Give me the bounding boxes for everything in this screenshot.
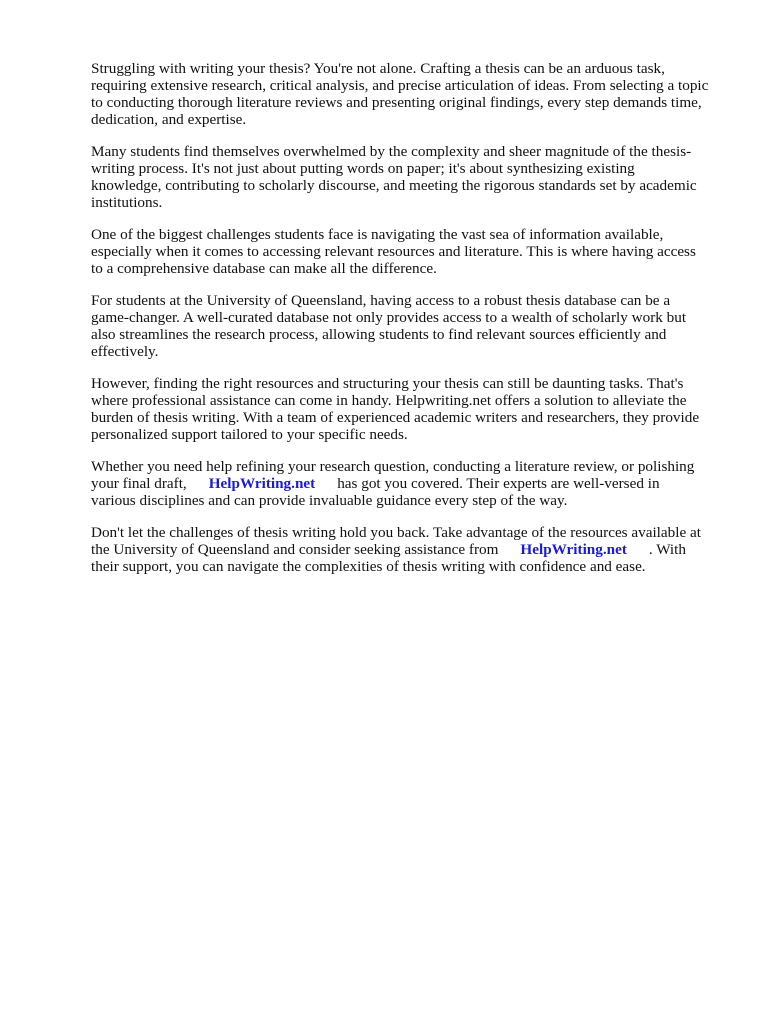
paragraph-help-text-before: Whether you need help refining your research question, conducting a literature review, or polishing your final draft, bbox=[91, 458, 695, 492]
paragraph-overwhelmed: Many students find themselves overwhelmed by the complexity and sheer magnitude of the thesis- writing process. It's not just about putting words on paper; it's about synthesizing existing knowledge, contributing to scholarly discourse, and meeting the rigorous standards set by academic institutions. bbox=[91, 143, 697, 211]
paragraph-help-text-after: has got you covered. Their experts are well-versed in various disciplines and can provide invaluable guidance every step of the way. bbox=[91, 475, 660, 509]
paragraph-challenges: One of the biggest challenges students face is navigating the vast sea of information available, especially when it comes to accessing relevant resources and literature. This is where having access to a comprehensive database can make all the difference. bbox=[91, 226, 696, 277]
helpwriting-link-closing[interactable]: HelpWriting.net bbox=[520, 541, 627, 558]
helpwriting-link[interactable]: HelpWriting.net bbox=[208, 475, 316, 492]
paragraph-closing-text-after: . With their support, you can navigate the complexities of thesis writing with confidence and ease. bbox=[91, 541, 686, 575]
paragraph-university: For students at the University of Queensland, having access to a robust thesis database can be a game-changer. A well-curated database not only provides access to a wealth of scholarly work but also streamlines the research process, allowing students to find relevant sources efficiently and effectively. bbox=[91, 292, 687, 360]
paragraph-assistance: However, finding the right resources and structuring your thesis can still be daunting tasks. That's where professional assistance can come in handy. Helpwriting.net offers a solution to alleviate the burden of thesis writing. With a team of experienced academic writers and researchers, they provide personalized support tailored to your specific needs. bbox=[91, 375, 700, 443]
paragraph-closing-text-before: Don't let the challenges of thesis writing hold you back. Take advantage of the resources available at the University of Queensland and consider seeking assistance from bbox=[91, 524, 701, 558]
paragraph-closing bbox=[91, 524, 721, 575]
paragraph-intro: Struggling with writing your thesis? You're not alone. Crafting a thesis can be an arduous task, requiring extensive research, critical analysis, and precise articulation of ideas. From selecting a topic to conducting thorough literature reviews and presenting original findings, every step demands time, dedication, and expertise. bbox=[91, 60, 709, 128]
document-body bbox=[91, 60, 721, 590]
paragraph-help bbox=[91, 458, 721, 509]
